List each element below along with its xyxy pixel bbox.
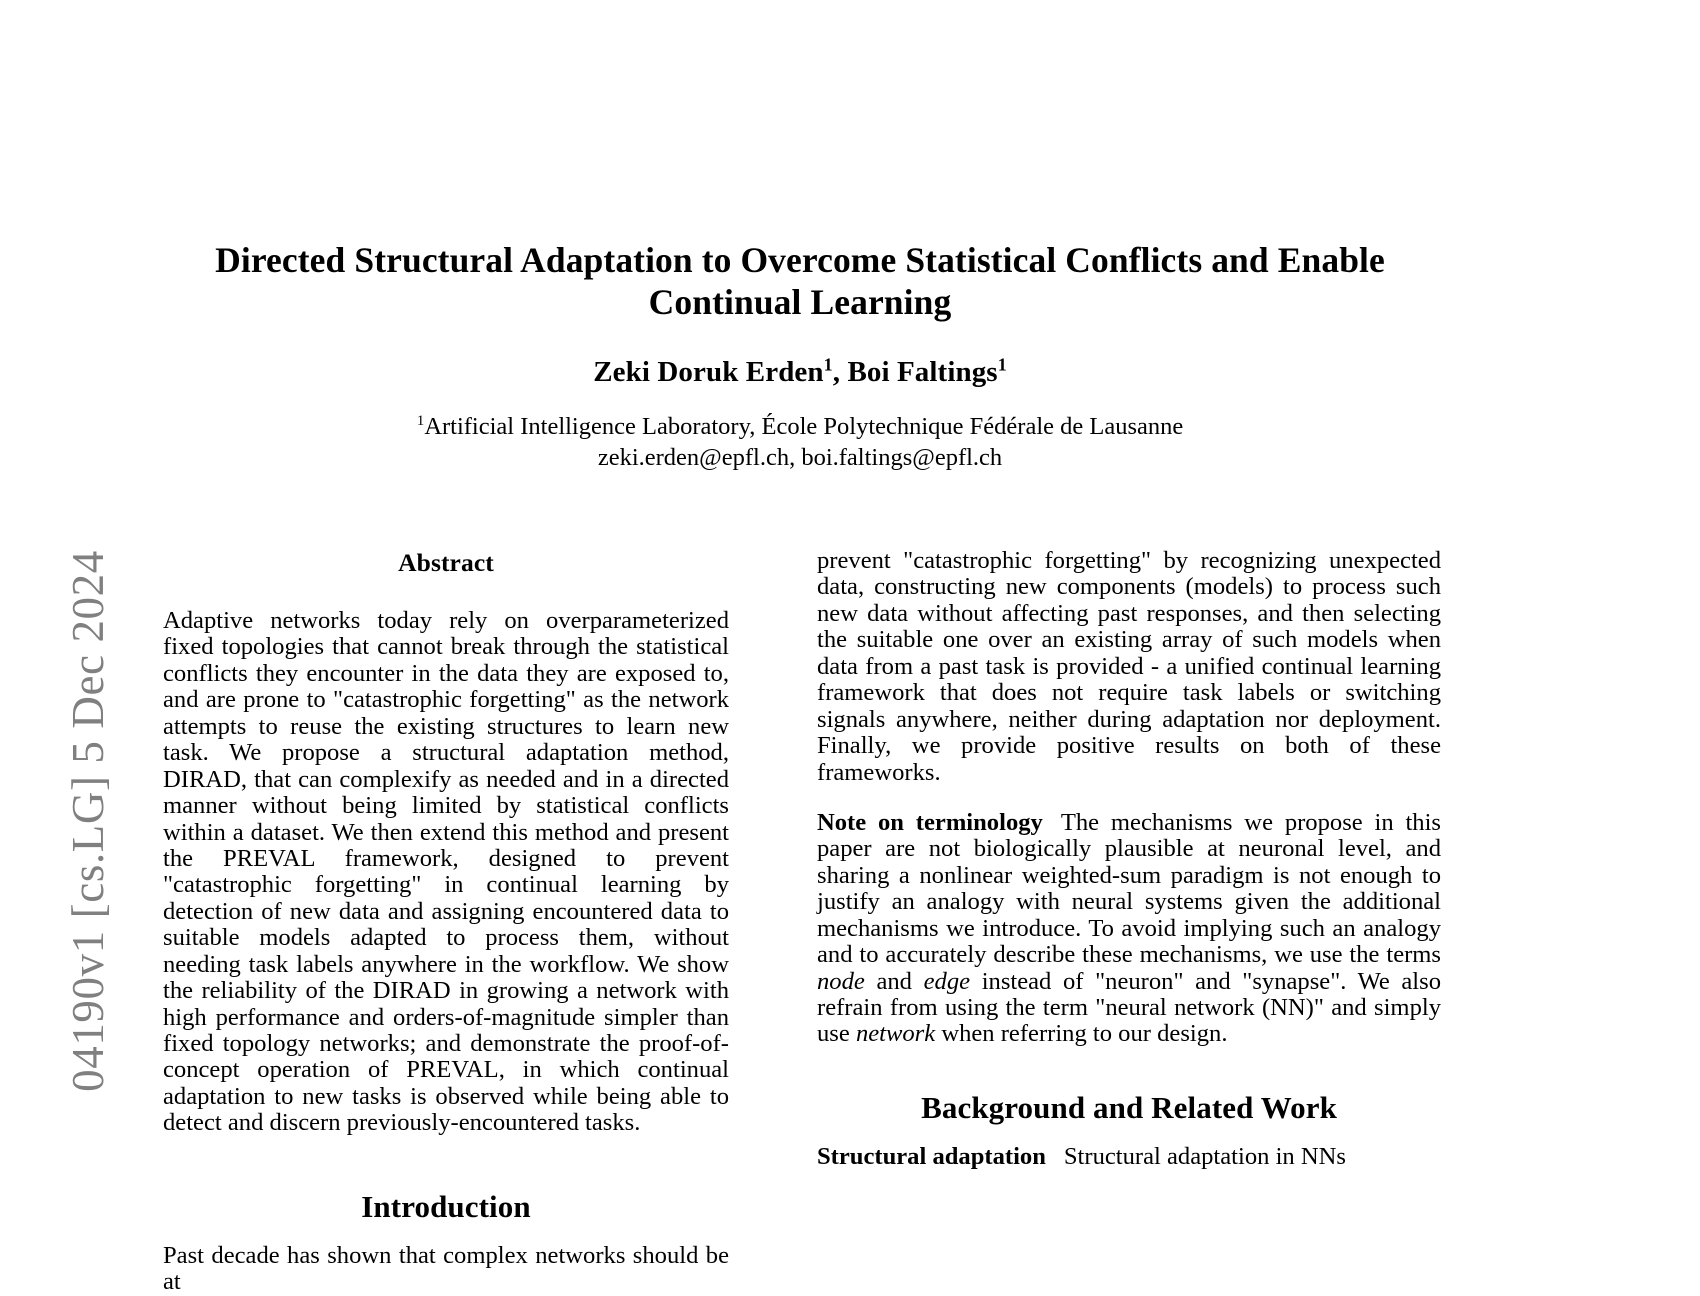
- terminology-italic-network: network: [855, 1020, 936, 1048]
- author-name-1: Zeki Doruk Erden: [593, 355, 824, 388]
- abstract-paragraph: Adaptive networks today rely on overparameterized fixed topologies that cannot break through the statistical conflicts they encounter in the data they are exposed to, and are prone to "catastrophic forgetting" as the network attempts to reuse the existing structures to learn new task. We propose a structural adaptation method, DIRAD, that can complexify as needed and in a directed manner without being limited by statistical conflicts within a dataset. We then extend this method and present the PREVAL framework, designed to prevent "catastrophic forgetting" in continual learning by detection of new data and assigning encountered data to suitable models adapted to process them, without needing task labels anywhere in the workflow. We show the reliability of the DIRAD in growing a network with high performance and orders-of-magnitude simpler than fixed topology networks; and demonstrate the proof-of-concept operation of PREVAL, in which continual adaptation to new tasks is observed while being able to detect and discern previously-encountered tasks.: [163, 607, 729, 1137]
- terminology-italic-node: node: [817, 967, 865, 995]
- terminology-text-1: The mechanisms we propose in this paper are not biologically plausible at neuronal level, and sharing a nonlinear weighted-sum paradigm is not enough to justify an analogy with neural systems given the additional mechanisms we introduce. To avoid implying such an analogy and to accurately describe these mechanisms, we use the terms: [817, 808, 1441, 969]
- abstract-heading: Abstract: [398, 548, 494, 577]
- title-block: [165, 240, 1435, 473]
- arxiv-identifier-stamp: 04190v1 [cs.LG] 5 Dec 2024: [63, 550, 113, 1092]
- structural-adaptation-runin-heading: Structural adaptation: [817, 1142, 1046, 1170]
- paper-title-line-1: Directed Structural Adaptation to Overcome Statistical Conflicts and Enable: [215, 240, 1385, 280]
- terminology-italic-edge: edge: [923, 967, 971, 995]
- page-title: [165, 240, 1435, 324]
- right-column: [817, 548, 1441, 1278]
- author-list: [165, 356, 1435, 389]
- affiliation-text: Artificial Intelligence Laboratory, École Polytechnique Fédérale de Lausanne: [424, 412, 1184, 440]
- terminology-text-2: and: [864, 967, 924, 995]
- introduction-heading: Introduction: [361, 1188, 531, 1224]
- two-column-body: [163, 547, 1441, 1296]
- introduction-paragraph: Past decade has shown that complex networks should be at: [163, 1241, 729, 1296]
- structural-adaptation-text: Structural adaptation in NNs: [1063, 1142, 1346, 1170]
- affiliation-line: [165, 411, 1435, 442]
- terminology-note-paragraph: [817, 810, 1441, 1048]
- paper-title-line-2: Continual Learning: [648, 281, 952, 322]
- terminology-runin-heading: Note on terminology: [817, 808, 1043, 836]
- background-heading: Background and Related Work: [921, 1089, 1337, 1125]
- abstract-continuation-paragraph: prevent "catastrophic forgetting" by recognizing unexpected data, constructing new components (models) to process such new data without affecting past responses, and then selecting the suitable one over an existing array of such models when data from a past task is provided - a unified continual learning framework that does not require task labels or switching signals anywhere, neither during adaptation nor deployment. Finally, we provide positive results on both of these frameworks.: [817, 547, 1441, 786]
- terminology-text-3: instead of "neuron" and "synapse". We also refrain from using the term "neural network (NN)" and simply use: [817, 967, 1441, 1048]
- author-separator: ,: [832, 355, 848, 388]
- terminology-text-4: when referring to our design.: [935, 1020, 1228, 1048]
- structural-adaptation-paragraph: [817, 1144, 1441, 1170]
- left-column: [163, 548, 729, 1296]
- affiliation-marker: 1: [416, 411, 425, 429]
- email-line: zeki.erden@epfl.ch, boi.faltings@epfl.ch: [597, 444, 1003, 472]
- author-affiliation-marker-2: 1: [997, 354, 1007, 375]
- author-affiliation-marker-1: 1: [823, 354, 833, 375]
- author-name-2: Boi Faltings: [847, 355, 998, 388]
